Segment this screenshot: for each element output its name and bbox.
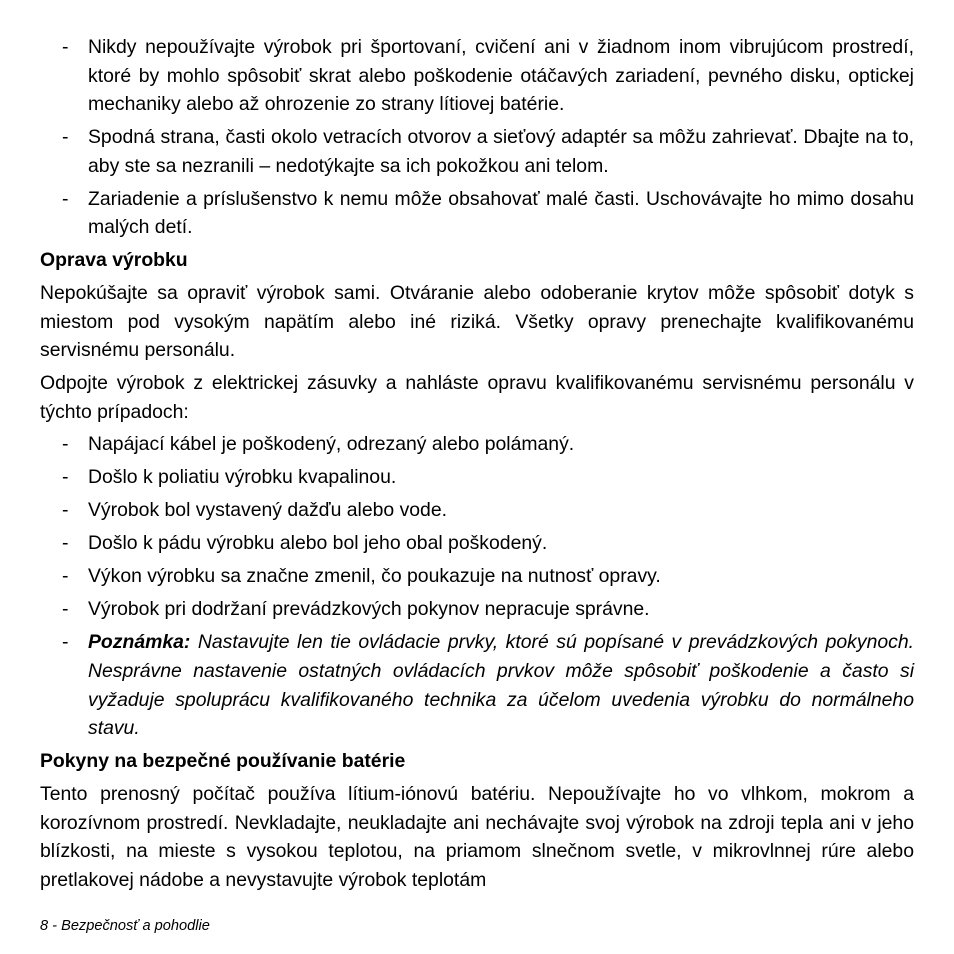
list-bullet: - <box>62 598 69 621</box>
repair-paragraph-1: Nepokúšajte sa opraviť výrobok sami. Otváranie alebo odoberanie krytov môže spôsobiť dotyk s miestom pod vysokým napätím alebo iné riziká. Všetky opravy prenechajte kvalifikovanému servisnému personálu. <box>40 282 914 362</box>
section-heading-battery: Pokyny na bezpečné používanie batérie <box>40 750 406 773</box>
list-item-text: Výrobok bol vystavený dažďu alebo vode. <box>88 499 448 522</box>
document-page <box>40 33 914 898</box>
list-item <box>40 529 914 558</box>
list-item-text: Zariadenie a príslušenstvo k nemu môže obsahovať malé časti. Uschovávajte ho mimo dosahu malých detí. <box>88 187 914 239</box>
repair-paragraph-2: Odpojte výrobok z elektrickej zásuvky a nahláste opravu kvalifikovanému servisnému personálu v týchto prípadoch: <box>40 372 914 423</box>
list-item <box>40 463 914 492</box>
list-bullet: - <box>62 631 69 654</box>
list-bullet: - <box>62 36 69 58</box>
list-bullet: - <box>62 433 69 456</box>
list-item <box>40 595 914 624</box>
list-item <box>40 33 914 119</box>
list-item <box>40 496 914 525</box>
list-bullet: - <box>62 466 69 489</box>
list-bullet: - <box>62 126 69 149</box>
list-item <box>40 430 914 459</box>
list-item-text: Došlo k poliatiu výrobku kvapalinou. <box>88 466 397 489</box>
list-item-note <box>40 628 914 742</box>
list-item <box>40 123 914 180</box>
list-item-text: Výrobok pri dodržaní prevádzkových pokynov nepracuje správne. <box>88 598 650 621</box>
note-text: Nastavujte len tie ovládacie prvky, ktoré sú popísané v prevádzkových pokynoch. Nesprávne nastavenie ostatných ovládacích prvkov môže spôsobiť poškodenie a často si vyžaduje spoluprácu kvalifikovaného technika za účelom uvedenia výrobku do normálneho stavu. <box>88 631 914 740</box>
battery-paragraph: Tento prenosný počítač používa lítium-iónovú batériu. Nepoužívajte ho vo vlhkom, mokrom a korozívnom prostredí. Nevkladajte, neukladajte ani nechávajte svoj výrobok na zdroji tepla ani v jeho blízkosti, na mieste s vysokou teplotou, na priamom slnečnom svetle, v mikrovlnnej rúre alebo pretlakovej nádobe a nevystavujte výrobok teplotám <box>40 782 914 891</box>
list-item <box>40 562 914 591</box>
section-heading-repair: Oprava výrobku <box>40 249 188 272</box>
list-item-text: Nikdy nepoužívajte výrobok pri športovaní, cvičení ani v žiadnom inom vibrujúcom prostredí, ktoré by mohlo spôsobiť skrat alebo poškodenie otáčavých zariadení, pevného disku, optickej mechaniky alebo až ohrozenie zo strany lítiovej batérie. <box>88 36 914 116</box>
list-bullet: - <box>62 187 69 210</box>
page-footer: 8 - Bezpečnosť a pohodlie <box>40 918 210 934</box>
list-bullet: - <box>62 532 69 555</box>
note-label: Poznámka: <box>88 631 191 654</box>
list-item-text: Napájací kábel je poškodený, odrezaný alebo polámaný. <box>88 433 575 456</box>
list-bullet: - <box>62 565 69 588</box>
list-item-text: Výkon výrobku sa značne zmenil, čo poukazuje na nutnosť opravy. <box>88 565 661 588</box>
list-bullet: - <box>62 499 69 522</box>
list-item <box>40 185 914 242</box>
list-item-text: Došlo k pádu výrobku alebo bol jeho obal poškodený. <box>88 532 548 555</box>
list-item-text: Spodná strana, časti okolo vetracích otvorov a sieťový adaptér sa môžu zahrievať. Dbajte na to, aby ste sa nezranili – nedotýkajte sa ich pokožkou ani telom. <box>88 126 914 177</box>
note-text-block <box>88 628 914 742</box>
